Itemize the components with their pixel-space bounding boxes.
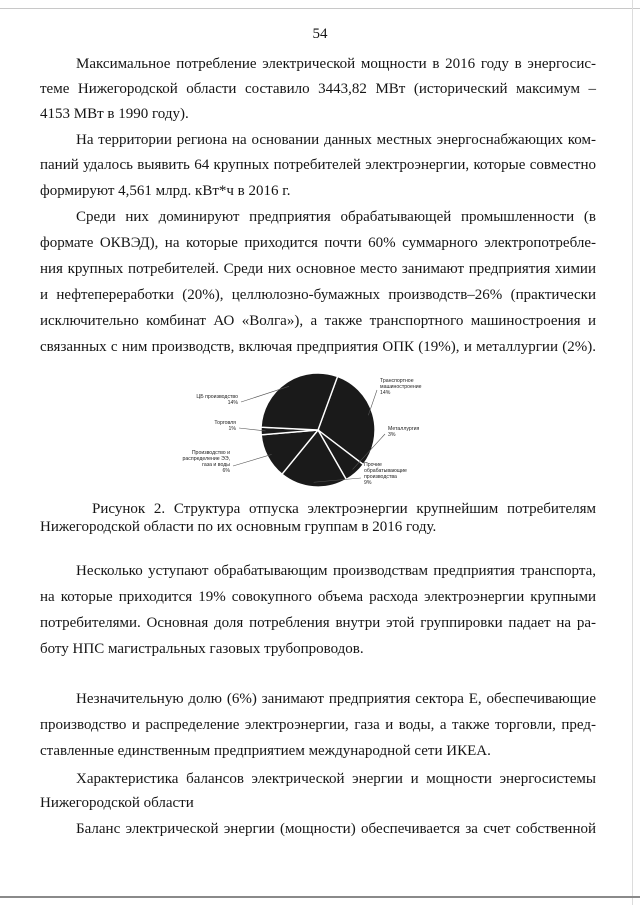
- p3-line-2: формате ОКВЭД), на которые приходится почти 60% суммарного электропотребле-: [40, 235, 596, 251]
- p4-line-1: Несколько уступают обрабатывающим производствам предприятия транспорта,: [76, 563, 596, 579]
- p1-line-3: 4153 МВт в 1990 году).: [40, 106, 189, 122]
- p3-line-1: Среди них доминируют предприятия обрабатывающей промышленности (в: [76, 209, 596, 225]
- pie-leader-line-4: [233, 454, 272, 466]
- pie-leader-line-1: [368, 390, 377, 415]
- pie-label-line: Прочие: [364, 462, 382, 468]
- pie-label-line: 1%: [228, 426, 236, 432]
- p1-line-2: теме Нижегородской области составило 3443,82 МВт (исторический максимум –: [40, 81, 596, 97]
- pie-label-line: машиностроение: [380, 384, 422, 390]
- p2-line-1: На территории региона на основании данных местных энергоснабжающих ком-: [76, 132, 596, 148]
- pie-label-4: [183, 450, 231, 474]
- pie-label-line: 9%: [364, 480, 372, 486]
- p2-line-3: формируют 4,561 млрд. кВт*ч в 2016 г.: [40, 183, 291, 199]
- pie-label-2: [388, 426, 420, 438]
- page-number: 54: [312, 26, 328, 42]
- p3-line-4: и нефтепереработки (20%), целлюлозно-бумажных производств–26% (практически: [40, 287, 596, 303]
- pie-label-line: 6%: [222, 468, 230, 474]
- top-edge-line: [0, 8, 640, 9]
- pie-label-3: [364, 462, 407, 486]
- pie-label-5: [214, 420, 236, 432]
- pie-label-line: Торговля: [214, 420, 236, 426]
- p1-line-1: Максимальное потребление электрической мощности в 2016 году в энергосис-: [76, 56, 596, 72]
- p3-line-5: исключительно комбинат АО «Волга»), а также транспортного машиностроения и: [40, 313, 596, 329]
- p2-line-2: паний удалось выявить 64 крупных потребителей электроэнергии, которые совместно: [40, 157, 596, 173]
- p4-line-3: потребителями. Основная доля потребления внутри этой группировки падает на ра-: [40, 615, 596, 631]
- pie-label-line: 3%: [388, 432, 396, 438]
- pie-label-line: Производство и: [191, 450, 230, 456]
- right-edge-line: [632, 0, 633, 905]
- pie-label-line: ЦБ производство: [196, 394, 238, 400]
- pie-label-line: Транспортное: [380, 378, 414, 384]
- pie-chart: [182, 368, 450, 498]
- pie-label-line: обрабатывающие: [364, 468, 407, 474]
- figure-caption-line-1: Рисунок 2. Структура отпуска электроэнергии крупнейшим потребителям: [92, 501, 596, 517]
- section-heading-line-2: Нижегородской области: [40, 795, 194, 811]
- p5-line-1: Незначительную долю (6%) занимают предприятия сектора Е, обеспечивающие: [76, 691, 596, 707]
- pie-label-line: Металлургия: [388, 426, 420, 432]
- section-heading-line-1: Характеристика балансов электрической энергии и мощности энергосистемы: [76, 771, 596, 787]
- pie-label-1: [380, 378, 422, 396]
- pie-label-line: распределение ЭЭ,: [182, 456, 230, 462]
- p5-line-3: ставленные единственным предприятием международной сети ИКЕА.: [40, 743, 491, 759]
- bottom-edge-line: [0, 896, 640, 898]
- pie-label-line: 14%: [227, 400, 238, 406]
- p7-line-1: Баланс электрической энергии (мощности) обеспечивается за счет собственной: [76, 821, 596, 837]
- p3-line-6: связанных с ним производств, включая предприятия ОПК (19%), и металлургии (2%).: [40, 339, 596, 355]
- p3-line-3: ния крупных потребителей. Среди них основное место занимают предприятия химии: [40, 261, 596, 277]
- p4-line-2: на которые приходится 19% совокупного объема расхода электроэнергии крупными: [40, 589, 596, 605]
- pie-label-6: [196, 394, 238, 406]
- pie-label-line: газа и воды: [202, 462, 230, 468]
- figure-caption-line-2: Нижегородской области по их основным группам в 2016 году.: [40, 519, 437, 535]
- p4-line-4: боту НПС магистральных газовых трубопроводов.: [40, 641, 364, 657]
- pie-label-line: производства: [364, 474, 397, 480]
- pie-label-line: 14%: [380, 390, 391, 396]
- p5-line-2: производство и распределение электроэнергии, газа и воды, а также торговли, пред-: [40, 717, 596, 733]
